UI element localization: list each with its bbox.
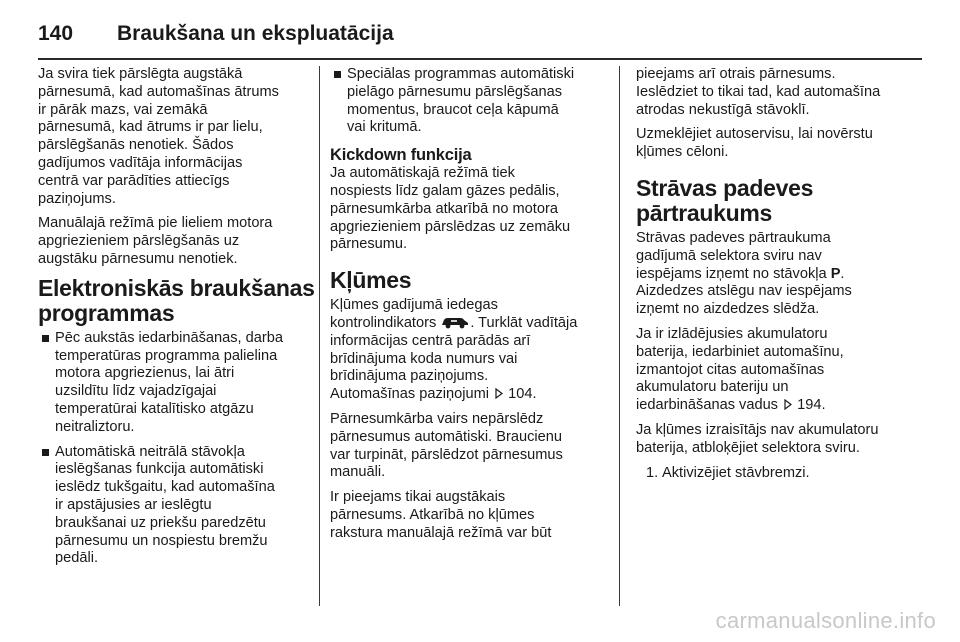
text-line: gadījumā selektora sviru nav bbox=[636, 247, 822, 264]
text-line: Ja automātiskajā režīmā tiek bbox=[330, 165, 515, 182]
page-title: Braukšana un ekspluatācija bbox=[117, 22, 394, 45]
paragraph bbox=[636, 66, 926, 119]
text-line: Ja kļūmes izraisītājs nav akumulatoru bbox=[636, 421, 879, 438]
bullet-text bbox=[55, 330, 308, 437]
bullet-text bbox=[55, 444, 308, 569]
text-line: pārslēgšanās nenotiek. Šādos bbox=[38, 137, 234, 154]
text-line: var turpināt, pārslēdzot pārnesumus bbox=[330, 446, 563, 463]
text-line: Ja svira tiek pārslēgta augstākā bbox=[38, 66, 243, 82]
text-line: Pārnesumkārba vairs nepārslēdz bbox=[330, 410, 544, 427]
text-line: Uzmeklējiet autoservisu, lai novērstu bbox=[636, 126, 873, 143]
column-2 bbox=[330, 66, 606, 550]
text-line bbox=[636, 266, 926, 284]
text-line bbox=[330, 315, 606, 333]
text-line: pieejams arī otrais pārnesums. bbox=[636, 66, 836, 82]
paragraph bbox=[636, 326, 926, 415]
text-line: pārnesumā, kad automašīnas ātrums bbox=[38, 83, 279, 100]
square-bullet-icon bbox=[42, 335, 49, 342]
text-line bbox=[330, 386, 606, 404]
text-line: akumulatoru bateriju un bbox=[636, 379, 789, 396]
text-line: Ieslēdziet to tikai tad, kad automašīna bbox=[636, 83, 881, 100]
text-line: baterija, iedarbiniet automašīnu, bbox=[636, 343, 844, 360]
paragraph bbox=[38, 66, 308, 208]
text-line: brīdinājuma paziņojums. bbox=[330, 368, 489, 385]
text-line: kļūmes cēloni. bbox=[636, 144, 729, 161]
page-reference-number[interactable]: 194. bbox=[797, 397, 826, 414]
text-line: Elektroniskās braukšanas bbox=[38, 274, 315, 301]
text-line: Speciālas programmas automātiski bbox=[347, 66, 575, 82]
watermark: carmanualsonline.info bbox=[715, 608, 936, 633]
text-line: pārnesumā, kad ātrums ir par lielu, bbox=[38, 119, 263, 136]
page-reference-link[interactable]: iedarbināšanas vadus bbox=[636, 397, 778, 414]
column-divider bbox=[619, 66, 620, 606]
text-line: momentus, braucot ceļa kāpumā bbox=[347, 101, 559, 118]
page-header bbox=[38, 10, 922, 58]
section-heading bbox=[636, 176, 926, 226]
text-line: Ir pieejams tikai augstākais bbox=[330, 489, 506, 506]
text-line: braukšanai uz priekšu paredzētu bbox=[55, 514, 266, 531]
text-line: manuāli. bbox=[330, 464, 386, 481]
text-fragment: iespējams izņemt no stāvokļa bbox=[636, 265, 827, 282]
square-bullet-icon bbox=[334, 71, 341, 78]
page-reference-triangle-icon bbox=[495, 388, 503, 399]
paragraph bbox=[330, 411, 606, 482]
step-number: 1. bbox=[646, 464, 659, 481]
text-line: ir apstājusies ar ieslēgtu bbox=[55, 496, 212, 513]
text-line: nospiests līdz galam gāzes pedālis, bbox=[330, 182, 560, 199]
text-line bbox=[636, 397, 926, 415]
text-line: pārnesumu un nospiestu bremžu bbox=[55, 532, 268, 549]
paragraph bbox=[38, 215, 308, 268]
text-line: Strāvas padeves bbox=[636, 174, 814, 201]
text-line: gadījumos vadītāja informācijas bbox=[38, 154, 243, 171]
paragraph bbox=[636, 422, 926, 458]
bullet-item bbox=[330, 66, 606, 137]
text-line: pārnesums. Atkarībā no kļūmes bbox=[330, 506, 535, 523]
page-reference-link[interactable]: Automašīnas paziņojumi bbox=[330, 386, 489, 403]
text-line: Aizdedzes atslēgu nav iespējams bbox=[636, 283, 852, 300]
car-wrench-indicator-icon bbox=[440, 315, 470, 329]
text-line: Kļūmes gadījumā iedegas bbox=[330, 297, 498, 314]
text-line: izmantojot citas automašīnas bbox=[636, 361, 825, 378]
column-divider bbox=[319, 66, 320, 606]
paragraph bbox=[636, 230, 926, 319]
text-line: vai kritumā. bbox=[347, 119, 422, 136]
text-line: motora apgriezienus, lai ātri bbox=[55, 365, 235, 382]
section-heading: Kļūmes bbox=[330, 267, 412, 294]
text-line: pedāli. bbox=[55, 550, 99, 567]
text-line: brīdinājuma koda numurs vai bbox=[330, 350, 518, 367]
text-line: apgriezieniem pārslēgšanās uz bbox=[38, 233, 240, 250]
text-line: programmas bbox=[38, 299, 175, 326]
text-line: informācijas centrā parādās arī bbox=[330, 332, 531, 349]
column-3 bbox=[636, 66, 926, 482]
bullet-item bbox=[38, 330, 308, 437]
text-line: Pēc aukstās iedarbināšanas, darba bbox=[55, 329, 283, 346]
text-line: Automātiskā neitrālā stāvokļa bbox=[55, 443, 245, 460]
text-line: augstāku pārnesumu nenotiek. bbox=[38, 250, 238, 267]
text-line: rakstura manuālajā režīmā var būt bbox=[330, 524, 552, 541]
text-fragment: kontrolindikators bbox=[330, 314, 437, 331]
square-bullet-icon bbox=[42, 449, 49, 456]
numbered-step bbox=[636, 465, 926, 483]
text-line: temperatūrai katalītisko atgāzu bbox=[55, 400, 254, 417]
section-heading bbox=[38, 274, 315, 326]
text-line: paziņojums. bbox=[38, 190, 116, 207]
text-line: pārnesumkārba atkarībā no motora bbox=[330, 200, 558, 217]
text-line: atrodas nekustīgā stāvoklī. bbox=[636, 101, 810, 118]
text-fragment: . Turklāt vadītāja bbox=[470, 314, 578, 331]
bullet-item bbox=[38, 444, 308, 569]
header-rule bbox=[38, 58, 922, 60]
selector-position-label: P bbox=[830, 265, 841, 282]
text-line: ieslēdz tukšgaitu, kad automašīna bbox=[55, 479, 275, 496]
paragraph bbox=[330, 297, 606, 404]
text-line: Strāvas padeves pārtraukuma bbox=[636, 229, 831, 246]
text-fragment: . bbox=[840, 265, 845, 282]
text-line: neitraliztoru. bbox=[55, 418, 135, 435]
page-reference-triangle-icon bbox=[784, 399, 792, 410]
page-reference-number[interactable]: 104. bbox=[508, 386, 537, 403]
text-line: apgriezieniem pārslēdzas uz zemāku bbox=[330, 218, 571, 235]
text-line: Ja ir izlādējusies akumulatoru bbox=[636, 325, 828, 342]
bullet-text bbox=[347, 66, 606, 137]
step-text: Aktivizējiet stāvbremzi. bbox=[662, 464, 810, 481]
text-line: pārnesumu. bbox=[330, 236, 408, 253]
text-line: temperatūras programma palielina bbox=[55, 347, 278, 364]
page-number: 140 bbox=[38, 22, 74, 45]
text-line: pārnesumus automātiski. Braucienu bbox=[330, 428, 562, 445]
subsection-heading: Kickdown funkcija bbox=[330, 146, 472, 165]
paragraph bbox=[330, 165, 606, 254]
text-line: ieslēgšanas funkcija automātiski bbox=[55, 461, 264, 478]
column-1 bbox=[38, 66, 315, 575]
text-line: uzsildītu līdz vajadzīgajai bbox=[55, 383, 217, 400]
text-line: centrā var parādīties attiecīgs bbox=[38, 172, 230, 189]
paragraph bbox=[330, 489, 606, 542]
text-line: pārtraukums bbox=[636, 199, 773, 226]
text-line: pielāgo pārnesumu pārslēgšanas bbox=[347, 83, 562, 100]
text-line: Manuālajā režīmā pie lieliem motora bbox=[38, 215, 273, 232]
text-line: izņemt no aizdedzes slēdža. bbox=[636, 301, 820, 318]
text-line: baterija, atbloķējiet selektora sviru. bbox=[636, 439, 860, 456]
text-line: ir pārāk mazs, vai zemākā bbox=[38, 101, 208, 118]
paragraph bbox=[636, 126, 926, 162]
